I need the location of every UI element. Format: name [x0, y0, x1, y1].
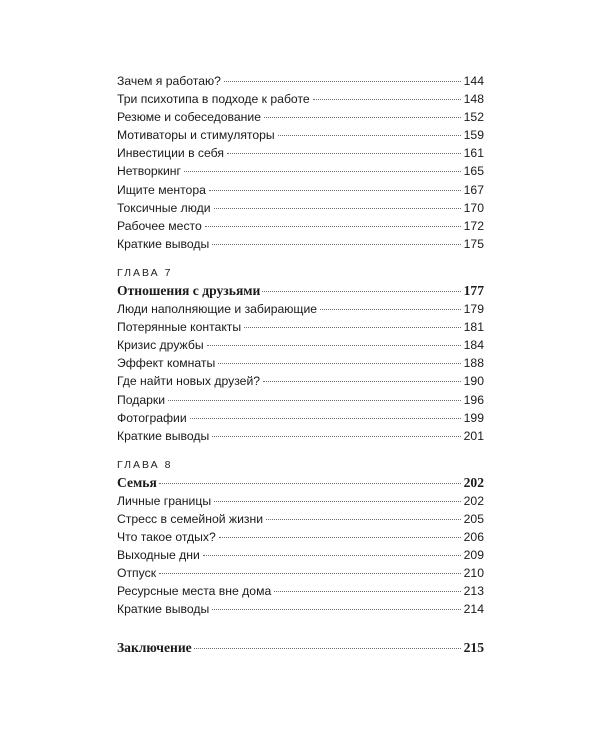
dot-leader: [194, 648, 461, 649]
toc-entry-title: Ресурсные места вне дома: [117, 584, 272, 599]
toc-entry-title: Токсичные люди: [117, 200, 211, 215]
dot-leader: [264, 117, 461, 118]
toc-entry[interactable]: [117, 409, 484, 427]
toc-entry-title: Фотографии: [117, 410, 187, 425]
dot-leader: [278, 135, 461, 136]
table-of-contents: [117, 72, 484, 657]
toc-entry-title: Личные границы: [117, 493, 212, 508]
toc-entry[interactable]: [117, 510, 484, 528]
dot-leader: [244, 327, 461, 328]
toc-entry-title: Что такое отдых?: [117, 530, 216, 545]
toc-entry[interactable]: [117, 492, 484, 510]
toc-entry[interactable]: [117, 336, 484, 354]
toc-entry[interactable]: [117, 126, 484, 144]
dot-leader: [205, 226, 461, 227]
dot-leader: [214, 208, 461, 209]
chapter-title-entry[interactable]: [117, 474, 484, 492]
dot-leader: [224, 81, 461, 82]
toc-entry-page: 214: [463, 602, 484, 617]
toc-entry[interactable]: [117, 300, 484, 318]
toc-entry-page: 165: [463, 164, 484, 179]
chapter-title: Отношения с друзьями: [117, 282, 261, 298]
toc-entry-title: Люди наполняющие и забирающие: [117, 302, 318, 317]
toc-entry[interactable]: [117, 391, 484, 409]
dot-leader: [209, 190, 461, 191]
chapter-title: Семья: [117, 474, 157, 490]
toc-entry-page: 190: [463, 374, 484, 389]
toc-entry[interactable]: [117, 564, 484, 582]
dot-leader: [203, 555, 461, 556]
toc-entry[interactable]: [117, 372, 484, 390]
toc-entry[interactable]: [117, 181, 484, 199]
toc-entry[interactable]: [117, 144, 484, 162]
chapter-page: 177: [463, 282, 484, 298]
toc-entry-title: Мотиваторы и стимуляторы: [117, 128, 275, 143]
toc-entry-title: Стресс в семейной жизни: [117, 511, 264, 526]
chapter-title-entry[interactable]: [117, 282, 484, 300]
toc-entry-page: 209: [463, 548, 484, 563]
dot-leader: [212, 609, 460, 610]
conclusion-page: 215: [463, 639, 484, 655]
toc-entry-title: Краткие выводы: [117, 428, 210, 443]
dot-leader: [212, 436, 460, 437]
dot-leader: [227, 153, 461, 154]
conclusion-title: Заключение: [117, 639, 192, 655]
toc-entry[interactable]: [117, 217, 484, 235]
toc-entry-page: 188: [463, 356, 484, 371]
dot-leader: [262, 291, 460, 292]
toc-entry-title: Эффект комнаты: [117, 356, 216, 371]
toc-section-chapter-7: [117, 264, 484, 445]
toc-entry-page: 175: [463, 236, 484, 251]
toc-entry[interactable]: [117, 318, 484, 336]
dot-leader: [218, 363, 460, 364]
dot-leader: [159, 573, 461, 574]
conclusion-entry[interactable]: [117, 639, 484, 657]
toc-entry[interactable]: [117, 600, 484, 618]
toc-entry-page: 205: [463, 511, 484, 526]
toc-entry[interactable]: [117, 427, 484, 445]
dot-leader: [212, 244, 460, 245]
toc-entry-title: Три психотипа в подходе к работе: [117, 92, 310, 107]
chapter-label: ГЛАВА 8: [117, 458, 173, 471]
dot-leader: [266, 519, 461, 520]
toc-entry-title: Кризис дружбы: [117, 338, 204, 353]
chapter-page: 202: [463, 474, 484, 490]
dot-leader: [184, 171, 461, 172]
toc-entry-page: 206: [463, 530, 484, 545]
toc-entry-page: 181: [463, 320, 484, 335]
toc-entry-title: Краткие выводы: [117, 236, 210, 251]
toc-entry-page: 161: [463, 146, 484, 161]
dot-leader: [190, 418, 461, 419]
toc-entry-page: 199: [463, 410, 484, 425]
dot-leader: [159, 483, 461, 484]
toc-entry-page: 210: [463, 566, 484, 581]
dot-leader: [168, 400, 461, 401]
toc-entry[interactable]: [117, 90, 484, 108]
dot-leader: [313, 99, 461, 100]
toc-entry-page: 202: [463, 493, 484, 508]
toc-entry-page: 213: [463, 584, 484, 599]
toc-section-chapter-8: [117, 456, 484, 619]
dot-leader: [207, 345, 461, 346]
dot-leader: [274, 591, 460, 592]
dot-leader: [320, 309, 461, 310]
toc-entry-title: Подарки: [117, 392, 166, 407]
dot-leader: [219, 537, 461, 538]
toc-entry[interactable]: [117, 108, 484, 126]
chapter-label: ГЛАВА 7: [117, 266, 173, 279]
toc-entry-page: 159: [463, 128, 484, 143]
toc-entry-title: Потерянные контакты: [117, 320, 242, 335]
toc-entry-page: 152: [463, 110, 484, 125]
toc-entry[interactable]: [117, 528, 484, 546]
toc-entry-title: Рабочее место: [117, 218, 202, 233]
dot-leader: [263, 381, 461, 382]
toc-entry-title: Инвестиции в себя: [117, 146, 224, 161]
toc-entry-page: 172: [463, 218, 484, 233]
toc-entry-title: Где найти новых друзей?: [117, 374, 261, 389]
toc-entry-page: 179: [463, 302, 484, 317]
toc-entry-title: Отпуск: [117, 566, 157, 581]
toc-entry-title: Ищите ментора: [117, 182, 206, 197]
toc-entry-page: 201: [463, 428, 484, 443]
toc-entry[interactable]: [117, 235, 484, 253]
toc-entry[interactable]: [117, 582, 484, 600]
toc-entry-page: 148: [463, 92, 484, 107]
toc-entry[interactable]: [117, 162, 484, 180]
toc-entry-page: 184: [463, 338, 484, 353]
toc-entry-page: 196: [463, 392, 484, 407]
toc-entry-title: Нетворкинг: [117, 164, 181, 179]
toc-entry-title: Выходные дни: [117, 548, 200, 563]
toc-entry-page: 170: [463, 200, 484, 215]
toc-section-previous-chapter: [117, 72, 484, 253]
toc-entry[interactable]: [117, 72, 484, 90]
toc-entry-title: Резюме и собеседование: [117, 110, 261, 125]
toc-entry[interactable]: [117, 546, 484, 564]
toc-entry[interactable]: [117, 199, 484, 217]
toc-entry[interactable]: [117, 354, 484, 372]
dot-leader: [214, 501, 461, 502]
toc-entry-page: 167: [463, 182, 484, 197]
toc-entry-title: Краткие выводы: [117, 602, 210, 617]
toc-entry-title: Зачем я работаю?: [117, 74, 221, 88]
toc-entry-page: 144: [463, 74, 484, 88]
